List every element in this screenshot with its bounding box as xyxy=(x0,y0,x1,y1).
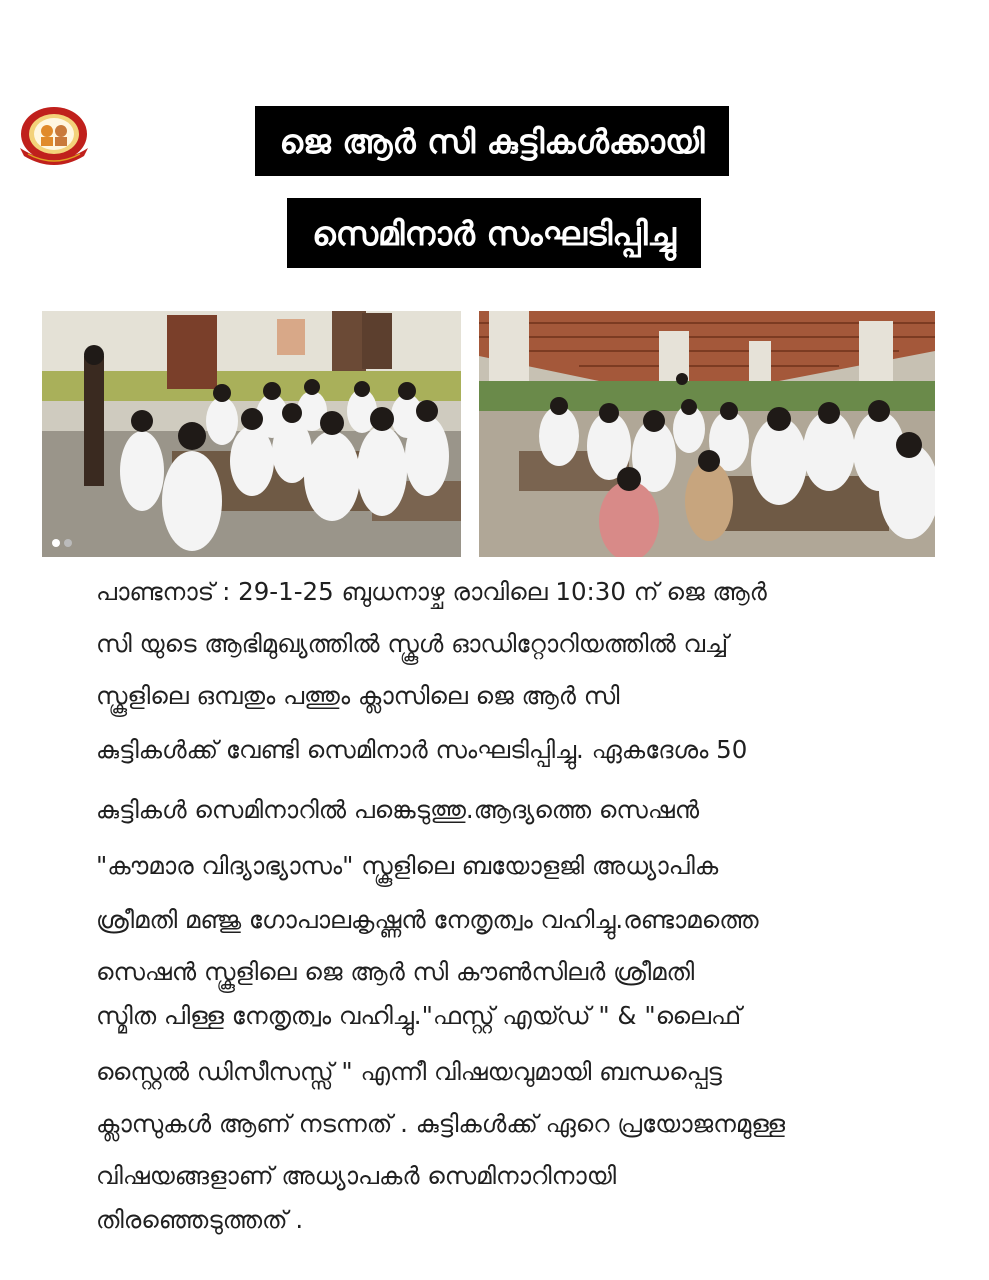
body-line: കുട്ടികൾ സെമിനാറിൽ പങ്കെടുത്തു.ആദ്യത്തെ സെഷൻ xyxy=(96,795,700,824)
body-line: കുട്ടികൾക്ക് വേണ്ടി സെമിനാർ സംഘടിപ്പിച്ചു. ഏകദേശം 50 xyxy=(96,735,748,764)
body-line: ക്ലാസുകൾ ആണ് നടന്നത് . കുട്ടികൾക്ക് ഏറെ പ്രയോജനമുള്ള xyxy=(96,1109,786,1138)
body-line: തിരഞ്ഞെടുത്തത് . xyxy=(96,1205,304,1234)
body-line: "കൗമാര വിദ്യാഭ്യാസം" സ്കൂളിലെ ബയോളജി അധ്യാപിക xyxy=(96,851,719,880)
school-logo xyxy=(14,104,94,172)
photo-classroom-icon xyxy=(479,311,935,557)
body-line: സെഷൻ സ്കൂളിലെ ജെ ആർ സി കൗൺസിലർ ശ്രീമതി xyxy=(96,957,695,986)
body-line: സ്റ്റൈൽ ഡിസീസസ്സ് " എന്നീ വിഷയവുമായി ബന്ധപ്പെട്ട xyxy=(96,1057,722,1086)
classroom-photo-2 xyxy=(479,311,935,557)
body-line: സി യുടെ ആഭിമുഖ്യത്തിൽ സ്കൂൾ ഓഡിറ്റോറിയത്തിൽ വച്ച് xyxy=(96,629,729,658)
body-line: പാണ്ടനാട് : 29-1-25 ബുധനാഴ്ച രാവിലെ 10:30 ന് ജെ ആർ xyxy=(96,577,767,606)
body-line: ശ്രീമതി മഞ്ജു ഗോപാലകൃഷ്ണൻ നേതൃത്വം വഹിച്ചു.രണ്ടാമത്തെ xyxy=(96,905,759,934)
classroom-photo-1 xyxy=(42,311,461,557)
title-line-1: ജെ ആർ സി കുട്ടികൾക്കായി xyxy=(255,106,729,176)
title-line-2: സെമിനാർ സംഘടിപ്പിച്ചു xyxy=(287,198,701,268)
body-line: സ്മിത പിള്ള നേതൃത്വം വഹിച്ചു."ഫസ്റ്റ് എയ്ഡ് " & "ലൈഫ് xyxy=(96,1001,742,1030)
body-line: സ്കൂളിലെ ഒമ്പതും പത്തും ക്ലാസിലെ ജെ ആർ സി xyxy=(96,681,620,710)
article-body xyxy=(96,566,886,1250)
body-line: വിഷയങ്ങളാണ് അധ്യാപകർ സെമിനാറിനായി xyxy=(96,1161,617,1190)
seal-icon xyxy=(14,104,94,172)
photo-classroom-icon xyxy=(42,311,461,557)
